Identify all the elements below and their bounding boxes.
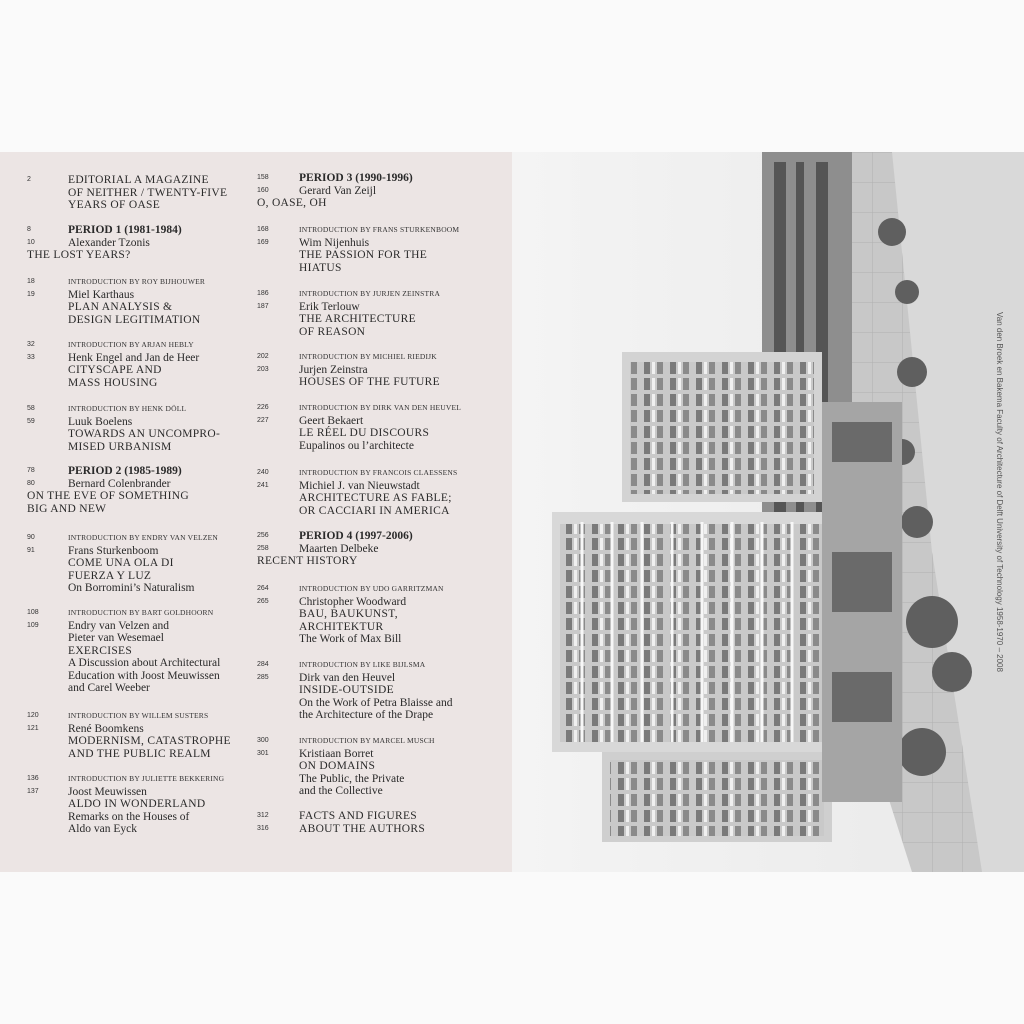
page-number: 202 [257, 353, 269, 360]
entry-text: ARCHITEKTUR [299, 620, 384, 633]
entry-text: Erik Terlouw [299, 300, 360, 313]
entry-text: Jurjen Zeinstra [299, 363, 368, 376]
page-number: 241 [257, 481, 269, 489]
contents-line [0, 735, 255, 748]
contents-entry [0, 532, 255, 595]
entry-text: FUERZA Y LUZ [68, 569, 152, 582]
entry-text: HIATUS [299, 261, 342, 274]
contents-line [255, 543, 512, 556]
introduction-credit: INTRODUCTION BY FRANCOIS CLAESSENS [299, 468, 458, 477]
entry-text: RECENT HISTORY [257, 555, 358, 567]
entry-text: Joost Meuwissen [68, 785, 147, 798]
contents-line [0, 314, 255, 327]
contents-line [255, 249, 512, 262]
contents-entry [255, 288, 512, 338]
page-number: 90 [27, 534, 35, 541]
contents-line [255, 735, 512, 748]
contents-line [0, 174, 255, 187]
contents-entry [255, 659, 512, 722]
entry-text: the Architecture of the Drape [299, 709, 434, 721]
contents-line [0, 723, 255, 736]
contents-entry [0, 224, 255, 262]
contents-line [0, 798, 255, 811]
contents-line [255, 555, 512, 568]
entry-text: René Boomkens [68, 722, 144, 735]
page-number: 312 [257, 812, 269, 819]
page-number: 186 [257, 290, 269, 297]
entry-text: CITYSCAPE AND [68, 364, 162, 376]
entry-text: PERIOD 2 (1985-1989) [68, 465, 182, 477]
entry-text: The Work of Max Bill [299, 633, 402, 645]
photo-page [512, 152, 1024, 872]
introduction-credit: INTRODUCTION BY BART GOLDHOORN [68, 608, 214, 617]
contents-line [255, 583, 512, 596]
contents-line [255, 185, 512, 198]
contents-line [0, 607, 255, 620]
page-number: 187 [257, 302, 269, 310]
contents-line [255, 621, 512, 634]
contents-line [255, 672, 512, 685]
contents-line [0, 377, 255, 390]
contents-line [0, 478, 255, 491]
entry-text: Remarks on the Houses of [68, 810, 190, 823]
entry-text: and Carel Weeber [68, 682, 150, 694]
entry-text: Pieter van Wesemael [68, 632, 164, 644]
entry-text: Henk Engel and Jan de Heer [68, 351, 200, 364]
entry-text: EXERCISES [68, 644, 133, 657]
contents-line [255, 313, 512, 326]
page-number: 240 [257, 469, 269, 476]
contents-line [0, 224, 255, 237]
page-number: 80 [27, 479, 35, 487]
entry-text: OF REASON [299, 325, 366, 338]
entry-text: A Discussion about Architectural [68, 657, 221, 669]
entry-text: PERIOD 1 (1981-1984) [68, 224, 182, 236]
contents-line [255, 440, 512, 453]
introduction-credit: INTRODUCTION BY WILLEM SUSTERS [68, 711, 209, 720]
entry-text: INSIDE-OUTSIDE [299, 684, 394, 696]
entry-text: Geert Bekaert [299, 414, 364, 427]
contents-line [0, 237, 255, 250]
page-number: 33 [27, 353, 35, 361]
page-number: 256 [257, 532, 269, 539]
page-number: 226 [257, 404, 269, 411]
entry-text: Michiel J. van Nieuwstadt [299, 479, 420, 492]
page-number: 285 [257, 673, 269, 681]
entry-text: Aldo van Eyck [68, 823, 137, 835]
introduction-credit: INTRODUCTION BY MARCEL MUSCH [299, 736, 435, 745]
entry-text: Eupalinos ou l’architecte [299, 439, 414, 452]
contents-line [255, 172, 512, 185]
contents-line [0, 823, 255, 836]
contents-line [255, 224, 512, 237]
contents-entry [0, 607, 255, 695]
page-number: 18 [27, 278, 35, 285]
contents-entry [255, 224, 512, 274]
entry-text: AND THE PUBLIC REALM [68, 747, 211, 760]
entry-text: Endry van Velzen and [68, 619, 170, 632]
page-number: 316 [257, 824, 269, 832]
contents-line [255, 262, 512, 275]
page-number: 284 [257, 661, 269, 668]
entry-text: Wim Nijenhuis [299, 236, 370, 249]
page-number: 108 [27, 609, 39, 616]
contents-line [255, 467, 512, 480]
contents-line [255, 415, 512, 428]
contents-line [255, 748, 512, 761]
entry-text: On Borromini’s Naturalism [68, 582, 195, 594]
contents-entry [0, 403, 255, 453]
contents-entry [255, 172, 512, 210]
contents-line [0, 249, 255, 262]
entry-text: FACTS AND FIGURES [299, 810, 417, 822]
page-number: 265 [257, 597, 269, 605]
entry-text: EDITORIAL A MAGAZINE [68, 174, 209, 186]
entry-text: ON DOMAINS [299, 760, 376, 772]
entry-text: and the Collective [299, 785, 383, 797]
table-of-contents-page [0, 152, 512, 872]
building-photograph [512, 152, 1024, 872]
entry-text: LE RÉEL DU DISCOURS [299, 427, 430, 439]
contents-line [0, 632, 255, 645]
contents-line [255, 659, 512, 672]
entry-text: Kristiaan Borret [299, 747, 374, 760]
contents-entry [0, 710, 255, 760]
contents-line [0, 199, 255, 212]
contents-line [0, 532, 255, 545]
introduction-credit: INTRODUCTION BY ENDRY VAN VELZEN [68, 533, 219, 542]
contents-line [0, 545, 255, 558]
contents-line [0, 490, 255, 503]
contents-line [255, 480, 512, 493]
introduction-credit: INTRODUCTION BY HENK DÖLL [68, 404, 187, 413]
entry-text: Alexander Tzonis [68, 236, 150, 249]
contents-line [0, 441, 255, 454]
contents-line [255, 288, 512, 301]
page-number: 160 [257, 186, 269, 194]
page-number: 301 [257, 749, 269, 757]
contents-entry [255, 467, 512, 517]
entry-text: MASS HOUSING [68, 376, 158, 389]
contents-line [0, 682, 255, 695]
page-number: 10 [27, 238, 35, 246]
contents-line [255, 427, 512, 440]
entry-text: ABOUT THE AUTHORS [299, 822, 426, 835]
entry-text: BAU, BAUKUNST, [299, 608, 398, 620]
contents-entry [255, 402, 512, 452]
entry-text: Luuk Boelens [68, 415, 133, 428]
contents-line [0, 352, 255, 365]
page-number: 137 [27, 787, 39, 795]
page-number: 120 [27, 712, 39, 719]
contents-line [0, 557, 255, 570]
page-number: 121 [27, 724, 39, 732]
page-number: 300 [257, 737, 269, 744]
entry-text: Bernard Colenbrander [68, 477, 171, 490]
contents-line [0, 645, 255, 658]
page-number: 136 [27, 775, 39, 782]
contents-line [0, 710, 255, 723]
page-number: 169 [257, 238, 269, 246]
introduction-credit: INTRODUCTION BY ARJAN HEBLY [68, 340, 194, 349]
contents-line [255, 237, 512, 250]
contents-line [255, 402, 512, 415]
contents-entry [255, 351, 512, 389]
contents-line [255, 376, 512, 389]
contents-line [0, 364, 255, 377]
entry-text: THE ARCHITECTURE [299, 313, 416, 325]
contents-line [255, 596, 512, 609]
contents-entry [0, 276, 255, 326]
contents-line [0, 416, 255, 429]
contents-line [255, 684, 512, 697]
contents-entry [255, 810, 512, 835]
contents-line [0, 403, 255, 416]
contents-line [0, 503, 255, 516]
contents-line [255, 810, 512, 823]
contents-line [255, 505, 512, 518]
contents-line [0, 670, 255, 683]
page-number: 203 [257, 365, 269, 373]
contents-line [255, 197, 512, 210]
entry-text: PERIOD 4 (1997-2006) [299, 530, 413, 542]
contents-entry [0, 773, 255, 836]
contents-line [0, 773, 255, 786]
contents-line [0, 276, 255, 289]
contents-line [255, 351, 512, 364]
page-number: 19 [27, 290, 35, 298]
contents-line [0, 428, 255, 441]
entry-text: MISED URBANISM [68, 440, 172, 453]
contents-line [0, 786, 255, 799]
page-number: 8 [27, 226, 31, 233]
introduction-credit: INTRODUCTION BY JULIETTE BEKKERING [68, 774, 225, 783]
entry-text: THE PASSION FOR THE [299, 249, 428, 261]
entry-text: The Public, the Private [299, 772, 405, 785]
entry-text: HOUSES OF THE FUTURE [299, 376, 440, 388]
page-number: 258 [257, 544, 269, 552]
introduction-credit: INTRODUCTION BY FRANS STURKENBOOM [299, 225, 460, 234]
page-number: 91 [27, 546, 35, 554]
contents-line [0, 339, 255, 352]
entry-text: ARCHITECTURE AS FABLE; [299, 492, 452, 504]
entry-text: PERIOD 3 (1990-1996) [299, 172, 413, 184]
introduction-credit: INTRODUCTION BY MICHIEL RIEDIJK [299, 352, 437, 361]
entry-text: BIG AND NEW [27, 502, 107, 515]
entry-text: Dirk van den Heuvel [299, 671, 396, 684]
entry-text: ON THE EVE OF SOMETHING [27, 490, 189, 502]
spine-caption: Van den Broek en Bakema Faculty of Architecture of Delft University of Technology 1958-1970 – 2008 [995, 312, 1004, 672]
contents-line [0, 582, 255, 595]
contents-line [255, 709, 512, 722]
entry-text: TOWARDS AN UNCOMPRO- [68, 428, 221, 440]
contents-line [255, 492, 512, 505]
entry-text: PLAN ANALYSIS & [68, 301, 173, 313]
contents-entry [255, 583, 512, 646]
contents-entry [0, 174, 255, 212]
entry-text: MODERNISM, CATASTROPHE [68, 735, 231, 747]
contents-line [0, 570, 255, 583]
contents-entry [255, 735, 512, 798]
page-number: 2 [27, 176, 31, 183]
entry-text: ALDO IN WONDERLAND [68, 798, 206, 810]
contents-entry [0, 465, 255, 515]
contents-line [255, 773, 512, 786]
entry-text: On the Work of Petra Blaisse and [299, 696, 453, 709]
entry-text: Gerard Van Zeijl [299, 184, 377, 197]
contents-line [0, 811, 255, 824]
page-number: 109 [27, 621, 39, 629]
contents-line [255, 697, 512, 710]
entry-text: Frans Sturkenboom [68, 544, 159, 557]
introduction-credit: INTRODUCTION BY DIRK VAN DEN HEUVEL [299, 403, 462, 412]
introduction-credit: INTRODUCTION BY UDO GARRITZMAN [299, 584, 444, 593]
entry-text: Education with Joost Meuwissen [68, 669, 220, 682]
contents-entry [255, 530, 512, 568]
entry-text: THE LOST YEARS? [27, 249, 131, 261]
contents-line [255, 530, 512, 543]
entry-text: Christopher Woodward [299, 595, 407, 608]
contents-line [255, 760, 512, 773]
contents-line [255, 785, 512, 798]
entry-text: OR CACCIARI IN AMERICA [299, 504, 450, 517]
entry-text: Maarten Delbeke [299, 542, 379, 555]
introduction-credit: INTRODUCTION BY ROY BIJHOUWER [68, 277, 206, 286]
contents-line [255, 608, 512, 621]
page-number: 58 [27, 405, 35, 412]
page-number: 264 [257, 585, 269, 592]
page-number: 158 [257, 174, 269, 181]
contents-line [255, 633, 512, 646]
page-number: 59 [27, 417, 35, 425]
contents-line [0, 620, 255, 633]
magazine-spread [0, 152, 1024, 872]
contents-line [0, 748, 255, 761]
page-number: 227 [257, 416, 269, 424]
contents-line [0, 187, 255, 200]
entry-text: COME UNA OLA DI [68, 557, 174, 569]
contents-line [255, 364, 512, 377]
contents-line [255, 301, 512, 314]
page-number: 168 [257, 226, 269, 233]
page-number: 32 [27, 341, 35, 348]
contents-entry [0, 339, 255, 389]
introduction-credit: INTRODUCTION BY JURJEN ZEINSTRA [299, 289, 441, 298]
contents-line [255, 326, 512, 339]
entry-text: OF NEITHER / TWENTY-FIVE [68, 186, 228, 199]
introduction-credit: INTRODUCTION BY LIKE BIJLSMA [299, 660, 426, 669]
contents-line [0, 657, 255, 670]
entry-text: DESIGN LEGITIMATION [68, 313, 201, 326]
entry-text: Miel Karthaus [68, 288, 135, 301]
entry-text: YEARS OF OASE [68, 199, 161, 211]
contents-line [0, 289, 255, 302]
contents-line [255, 823, 512, 836]
page-number: 78 [27, 467, 35, 474]
contents-line [0, 465, 255, 478]
entry-text: O, OASE, OH [257, 197, 327, 209]
contents-line [0, 301, 255, 314]
